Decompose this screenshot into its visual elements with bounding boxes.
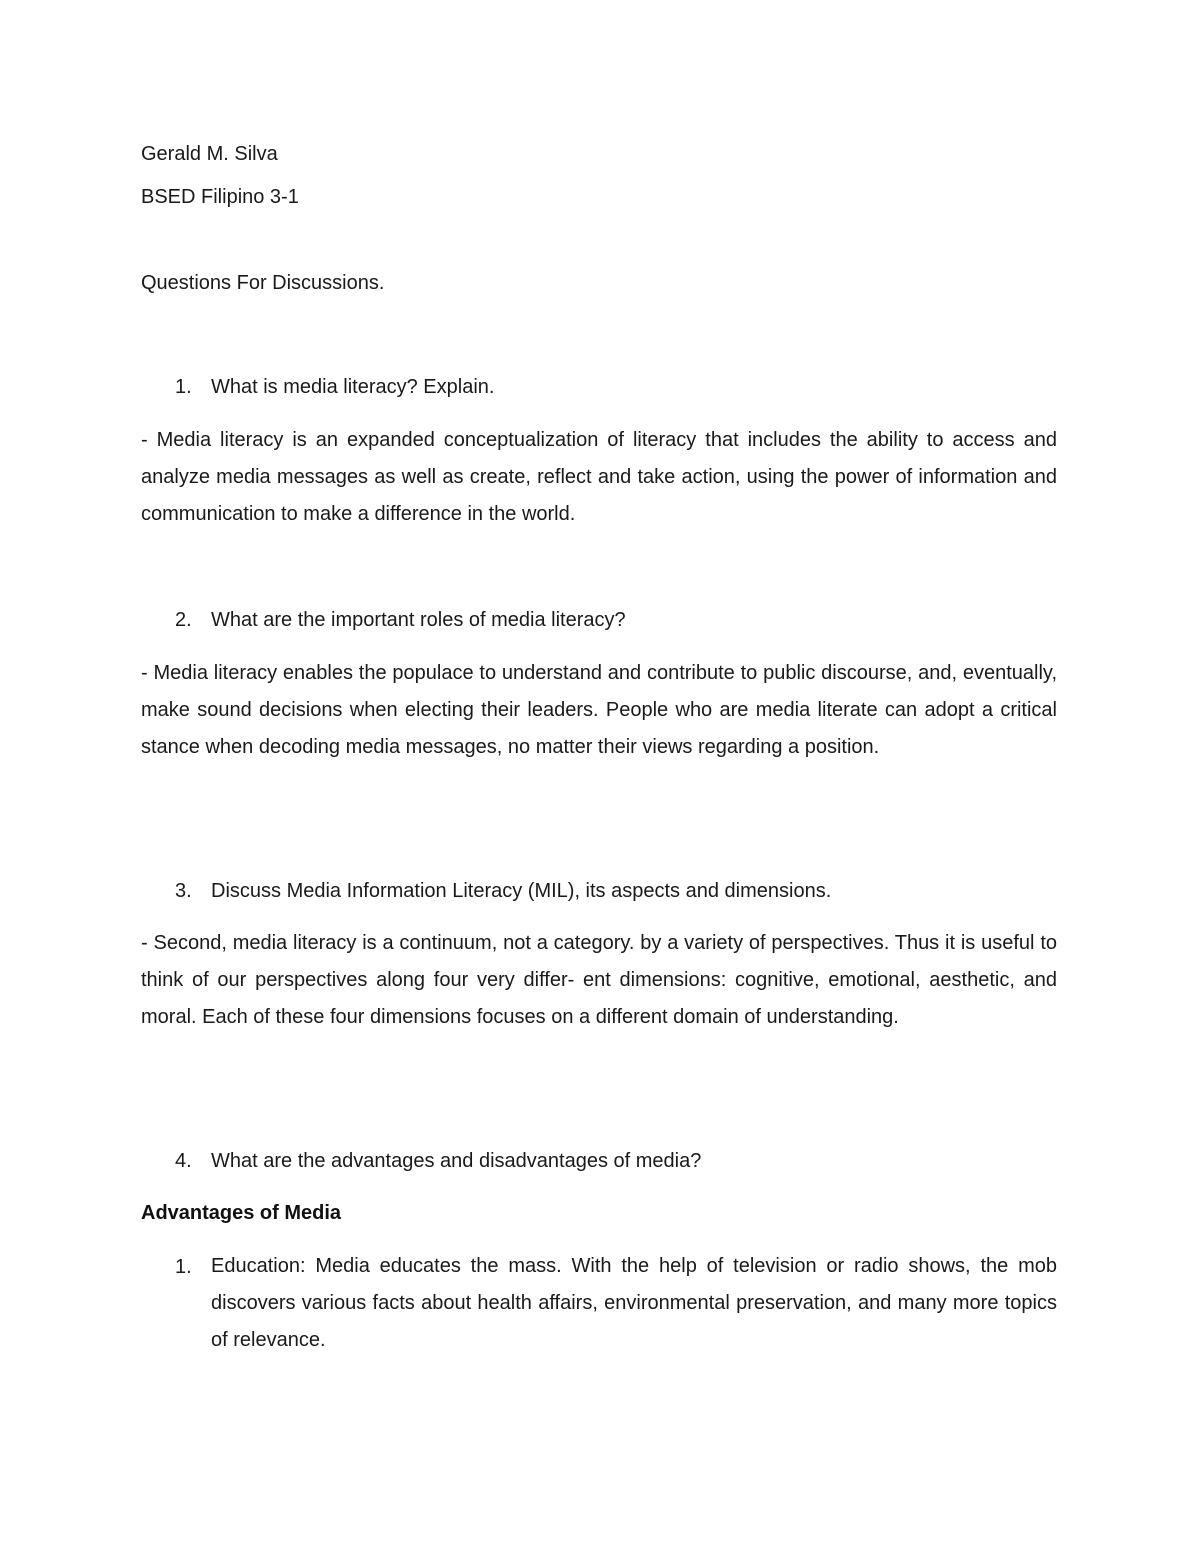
course-section: BSED Filipino 3-1 (141, 186, 299, 208)
list-item-number: 1. (175, 1256, 192, 1278)
document-title: Questions For Discussions. (141, 272, 385, 294)
question-number: 4. (175, 1150, 192, 1172)
list-item-text: Education: Media educates the mass. With the help of television or radio shows, the mob discovers various facts about health affairs, environmental preservation, and many more topics of relevance. (211, 1255, 1057, 1351)
question-number: 2. (175, 609, 192, 631)
question-text: Discuss Media Information Literacy (MIL), its aspects and dimensions. (211, 880, 832, 902)
answer-paragraph: - Second, media literacy is a continuum, not a category. by a variety of perspectives. Thus it is useful to think of our perspectives along four very differ- ent dimensions: cognitive, emotional, aesthetic, and moral. Each of these four dimensions focuses on a different domain of understanding. (141, 932, 1057, 1028)
question-number: 1. (175, 376, 192, 398)
answer-paragraph: - Media literacy enables the populace to understand and contribute to public discourse, and, eventually, make sound decisions when electing their leaders. People who are media literate can adopt a critical stance when decoding media messages, no matter their views regarding a position. (141, 662, 1057, 758)
author-name: Gerald M. Silva (141, 143, 278, 165)
section-heading: Advantages of Media (141, 1202, 342, 1224)
answer-paragraph: - Media literacy is an expanded conceptualization of literacy that includes the ability to access and analyze media messages as well as create, reflect and take action, using the power of information and communication to make a difference in the world. (141, 429, 1057, 525)
question-number: 3. (175, 880, 192, 902)
question-text: What are the important roles of media literacy? (211, 609, 626, 631)
question-text: What are the advantages and disadvantages of media? (211, 1150, 702, 1172)
question-text: What is media literacy? Explain. (211, 376, 495, 398)
